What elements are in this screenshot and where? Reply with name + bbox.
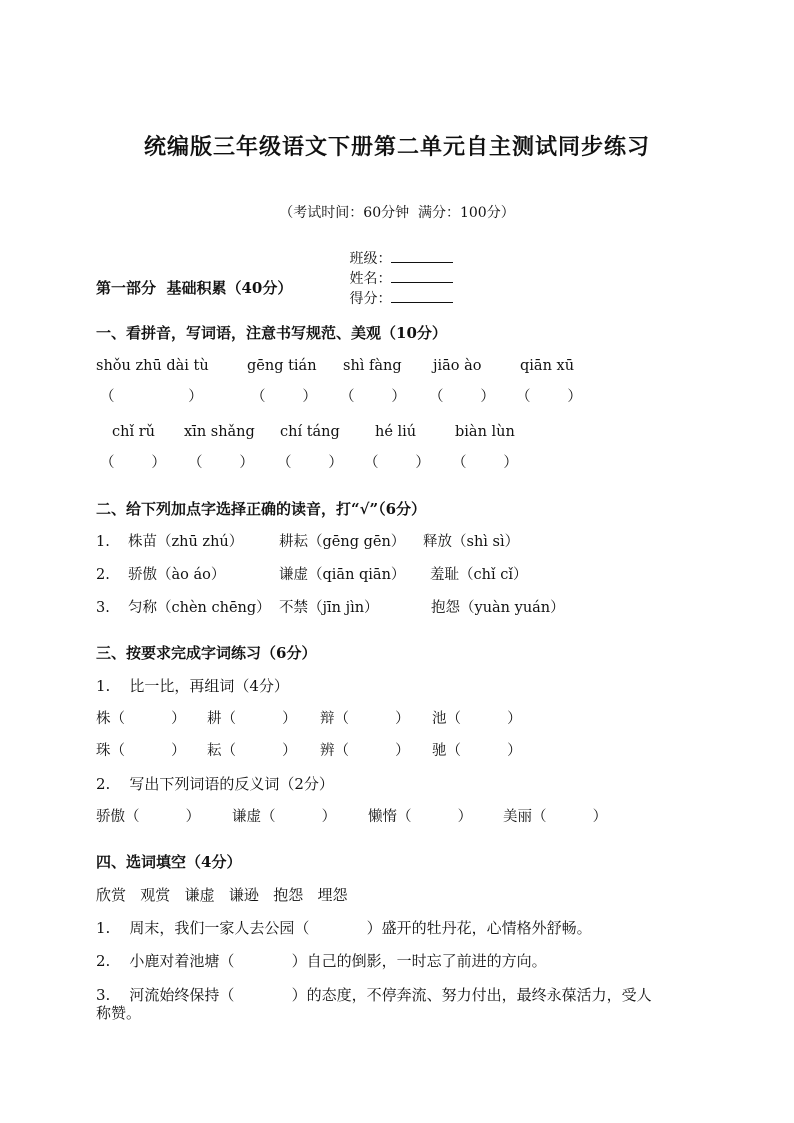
- reading-option[interactable]: 谦虚（qiān qiān）: [279, 567, 406, 583]
- fill-item[interactable]: 3. 河流始终保持（ ）的态度，不停奔流、努力付出，最终永葆活力，受人: [96, 986, 652, 1004]
- pinyin: hé liú: [375, 424, 417, 440]
- antonym-item[interactable]: 骄傲（ ）: [96, 809, 201, 825]
- word-bank: 欣赏 观赏 谦虚 谦逊 抱怨 埋怨: [96, 886, 348, 904]
- compare-item[interactable]: 池（ ）: [432, 711, 522, 727]
- answer-bracket[interactable]: （ ）: [100, 455, 166, 471]
- compare-item[interactable]: 辩（ ）: [320, 711, 410, 727]
- page-title: 统编版三年级语文下册第二单元自主测试同步练习: [143, 134, 650, 160]
- compare-item[interactable]: 株（ ）: [96, 711, 186, 727]
- reading-option[interactable]: 抱怨（yuàn yuán）: [431, 600, 565, 616]
- fill-item[interactable]: 1. 周末，我们一家人去公园（ ）盛开的牡丹花，心情格外舒畅。: [96, 919, 592, 937]
- class-blank[interactable]: [391, 248, 453, 263]
- pinyin: xīn shǎng: [184, 424, 255, 440]
- compare-item[interactable]: 驰（ ）: [432, 743, 522, 759]
- pinyin: qiān xū: [520, 358, 575, 374]
- pinyin: shì fàng: [343, 358, 402, 374]
- reading-option[interactable]: 耕耘（gēng gēn）: [279, 534, 406, 550]
- q2-heading: 二、给下列加点字选择正确的读音，打“√”（6分）: [96, 500, 427, 518]
- pinyin: shǒu zhū dài tù: [96, 358, 209, 374]
- antonym-item[interactable]: 懒惰（ ）: [368, 809, 473, 825]
- q3-heading: 三、按要求完成字词练习（6分）: [96, 644, 317, 662]
- pinyin: chí táng: [280, 424, 340, 440]
- name-blank[interactable]: [391, 268, 453, 283]
- answer-bracket[interactable]: （ ）: [188, 455, 254, 471]
- reading-option[interactable]: 匀称（chèn chēng）: [128, 600, 271, 616]
- compare-item[interactable]: 辨（ ）: [320, 743, 410, 759]
- answer-bracket[interactable]: （ ）: [429, 389, 495, 405]
- class-label: 班级：: [349, 251, 392, 267]
- pinyin: biàn lùn: [455, 424, 515, 440]
- q1-heading: 一、看拼音，写词语，注意书写规范、美观（10分）: [96, 324, 447, 342]
- score-blank[interactable]: [391, 288, 453, 303]
- answer-bracket[interactable]: （ ）: [277, 455, 343, 471]
- fill-item-continued: 称赞。: [96, 1004, 142, 1022]
- item-number: 2.: [96, 567, 110, 583]
- answer-bracket[interactable]: （ ）: [364, 455, 430, 471]
- score-label: 得分：: [349, 291, 392, 307]
- q3-sub1: 1. 比一比，再组词（4分）: [96, 677, 289, 695]
- pinyin: chǐ rǔ: [112, 424, 155, 440]
- antonym-item[interactable]: 美丽（ ）: [503, 809, 608, 825]
- reading-option[interactable]: 株苗（zhū zhú）: [128, 534, 244, 550]
- item-number: 1.: [96, 534, 110, 550]
- name-label: 姓名：: [349, 271, 392, 287]
- answer-bracket[interactable]: （ ）: [251, 389, 317, 405]
- part1-heading: 第一部分 基础积累（40分）: [96, 279, 293, 297]
- fill-item[interactable]: 2. 小鹿对着池塘（ ）自己的倒影，一时忘了前进的方向。: [96, 952, 547, 970]
- answer-bracket[interactable]: （ ）: [452, 455, 518, 471]
- reading-option[interactable]: 骄傲（ào áo）: [128, 567, 226, 583]
- answer-bracket[interactable]: （ ）: [100, 389, 203, 405]
- item-number: 3.: [96, 600, 110, 616]
- q4-heading: 四、选词填空（4分）: [96, 853, 242, 871]
- pinyin: gēng tián: [247, 358, 317, 374]
- reading-option[interactable]: 释放（shì sì）: [423, 534, 520, 550]
- reading-option[interactable]: 不禁（jīn jìn）: [279, 600, 379, 616]
- q3-sub2: 2. 写出下列词语的反义词（2分）: [96, 775, 334, 793]
- exam-info: （考试时间：60分钟 满分：100分）: [279, 205, 515, 221]
- answer-bracket[interactable]: （ ）: [340, 389, 406, 405]
- antonym-item[interactable]: 谦虚（ ）: [232, 809, 337, 825]
- compare-item[interactable]: 耕（ ）: [207, 711, 297, 727]
- compare-item[interactable]: 耘（ ）: [207, 743, 297, 759]
- compare-item[interactable]: 珠（ ）: [96, 743, 186, 759]
- answer-bracket[interactable]: （ ）: [516, 389, 582, 405]
- pinyin: jiāo ào: [433, 358, 482, 374]
- reading-option[interactable]: 羞耻（chǐ cǐ）: [430, 567, 528, 583]
